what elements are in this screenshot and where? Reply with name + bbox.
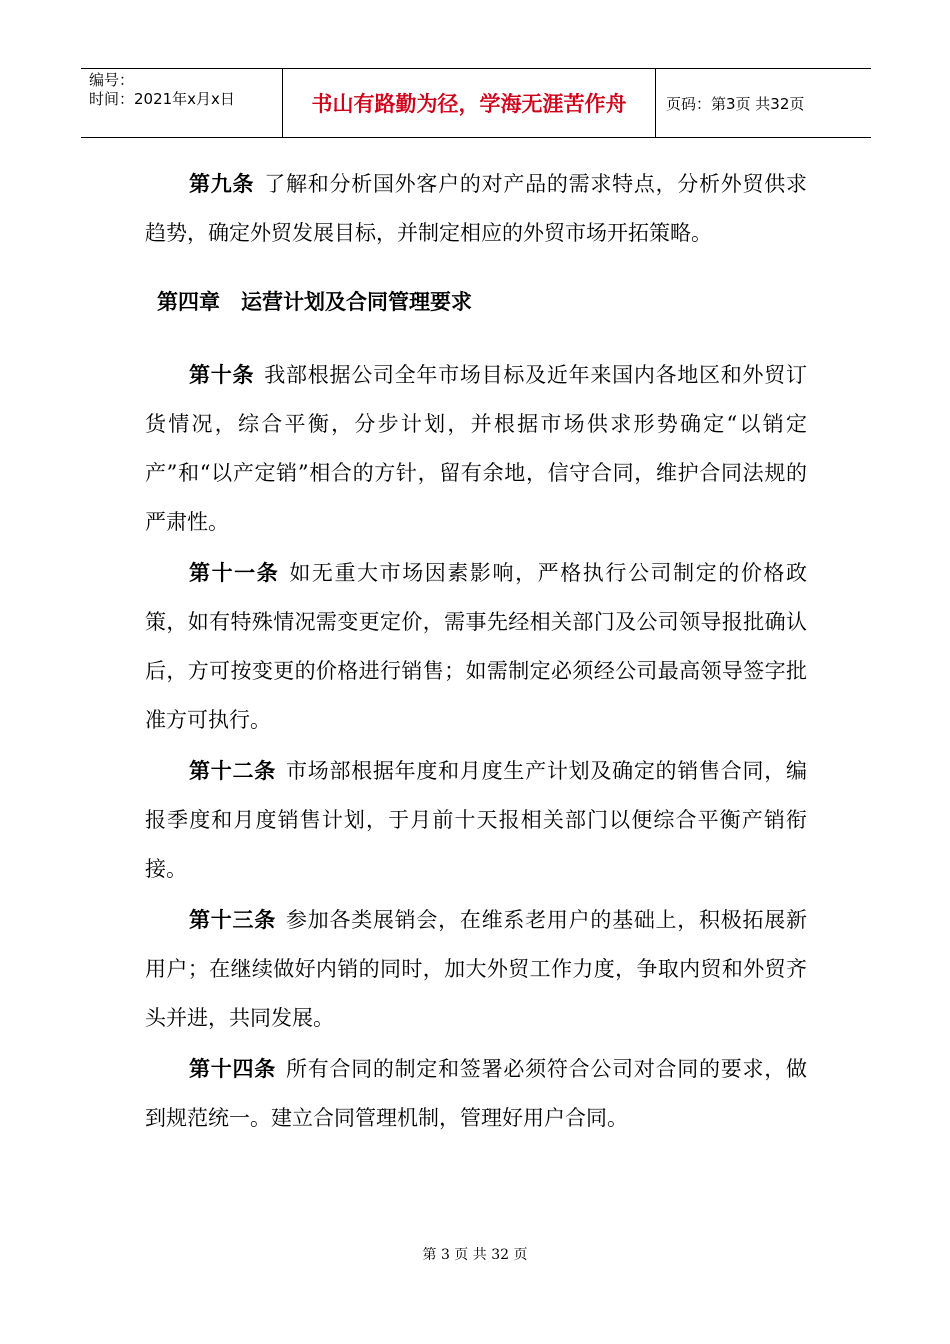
article-text: 我部根据公司全年市场目标及近年来国内各地区和外贸订货情况，综合平衡，分步计划，并根据市场供求形势确定“以销定产”和“以产定销”相合的方针，留有余地，信守合同，维护合同法规的严肃性。 (145, 363, 808, 534)
document-body (145, 160, 807, 1145)
article-text: 如无重大市场因素影响，严格执行公司制定的价格政策，如有特殊情况需变更定价，需事先经相关部门及公司领导报批确认后，方可按变更的价格进行销售；如需制定必须经公司最高领导签字批准方可执行。 (145, 561, 808, 732)
page-footer: 第 3 页 共 32 页 (422, 1247, 528, 1263)
article-title: 第十一条 (189, 561, 280, 585)
article-text: 市场部根据年度和月度生产计划及确定的销售合同，编报季度和月度销售计划，于月前十天报相关部门以便综合平衡产销衔接。 (145, 759, 808, 881)
article-11 (145, 549, 807, 745)
header-motto: 书山有路勤为径，学海无涯苦作舟 (283, 69, 656, 137)
article-text: 参加各类展销会，在维系老用户的基础上，积极拓展新用户；在继续做好内销的同时，加大外贸工作力度，争取内贸和外贸齐头并进，共同发展。 (145, 908, 808, 1030)
article-title: 第十二条 (189, 759, 276, 783)
article-10 (145, 351, 807, 547)
chapter-heading: 第四章 运营计划及合同管理要求 (157, 290, 472, 314)
number-label: 编号： (89, 71, 135, 89)
article-title: 第十四条 (189, 1057, 276, 1081)
article-12 (145, 747, 807, 894)
article-title: 第十三条 (189, 908, 276, 932)
header-page-info: 页码：第3页 共32页 (666, 94, 805, 113)
page-header (81, 68, 871, 138)
article-title: 第九条 (189, 172, 255, 196)
article-14 (145, 1045, 807, 1143)
article-13 (145, 896, 807, 1043)
article-9 (145, 160, 807, 258)
header-meta (81, 69, 283, 137)
article-title: 第十条 (189, 363, 255, 387)
article-text: 所有合同的制定和签署必须符合公司对合同的要求，做到规范统一。建立合同管理机制，管理好用户合同。 (145, 1057, 808, 1130)
article-text: 了解和分析国外客户的对产品的需求特点，分析外贸供求趋势，确定外贸发展目标，并制定相应的外贸市场开拓策略。 (145, 172, 808, 245)
time-label: 时间：2021年x月x日 (89, 90, 235, 108)
